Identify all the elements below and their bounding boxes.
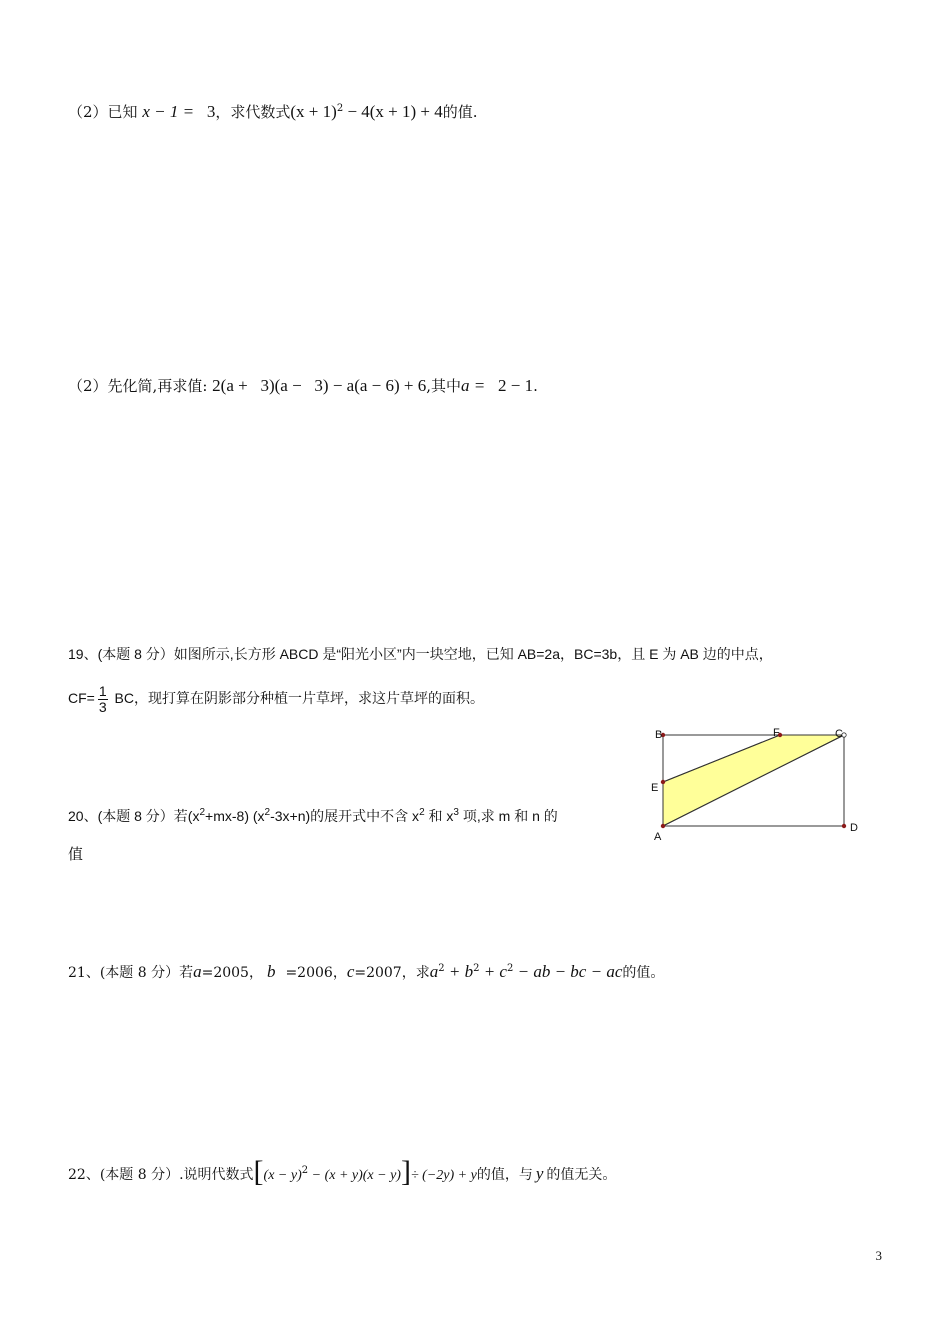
- q21-part-c: =2006，: [285, 965, 347, 981]
- q20-line1: [68, 806, 558, 829]
- q18-2b-val: 2 − 1: [498, 376, 534, 395]
- q19-cf-prefix: CF=: [68, 690, 95, 707]
- q18-2-eq-lhs: x − 1 =: [142, 102, 195, 121]
- q20-part-e: 项,求 m 和 n 的: [458, 808, 558, 824]
- q20-sup-3: 2: [419, 807, 425, 818]
- q21-pow-3: 2: [506, 963, 514, 974]
- q19-line2-rest: BC，现打算在阴影部分种植一片草坪，求这片草坪的面积。: [110, 690, 484, 707]
- q22-line: [68, 1155, 617, 1188]
- q22-left-bracket: [: [253, 1155, 264, 1188]
- q19-line1: 19、(本题 8 分）如图所示,长方形 ABCD 是“阳光小区”内一块空地，已知 AB=2a，BC=3b，且 E 为 AB 边的中点，: [68, 646, 773, 662]
- q20-part-b: +mx-8) (x: [205, 808, 265, 824]
- q20-sup-2: 2: [264, 807, 271, 818]
- q20-part-d: 和 x: [424, 808, 454, 824]
- q21-pow-2: 2: [473, 963, 480, 974]
- q18-2b-end: .: [533, 377, 538, 395]
- q22-var-y: y: [535, 1164, 544, 1183]
- q18-2b-expr: 2(a + 3)(a − 3) − a(a − 6) + 6: [212, 376, 427, 395]
- q20-sup-4: 3: [453, 807, 459, 818]
- q18-2-text1: 已知: [107, 103, 138, 121]
- q21-line: [68, 962, 664, 985]
- q22-right-bracket: ]: [400, 1155, 411, 1188]
- q18-2b-var: a =: [461, 376, 486, 395]
- label-c: C: [835, 728, 843, 740]
- q19-fraction-numerator: 1: [98, 683, 107, 699]
- label-f: F: [773, 727, 780, 739]
- q22-pow-1: 2: [301, 1165, 309, 1176]
- q21-expr-3: + c: [479, 962, 507, 981]
- q18-2-text2: ，求代数式: [215, 103, 291, 121]
- q18-2-line: [68, 102, 478, 125]
- q22-expr-2: − (x + y)(x − y): [308, 1168, 401, 1183]
- q18-2-exponent: 2: [336, 103, 344, 114]
- q18-2-expr-b: − 4(x + 1) + 4: [343, 102, 443, 121]
- q19-fraction: [98, 684, 108, 715]
- q18-2-label: （2）: [68, 103, 108, 121]
- q18-2b-label: （2）: [68, 377, 108, 395]
- label-b: B: [655, 729, 663, 741]
- q22-expr-3: ÷ (−2y) + y: [410, 1168, 477, 1183]
- label-e: E: [651, 782, 659, 794]
- q19-fraction-denominator: 3: [98, 699, 107, 715]
- q22-part-b: 的值，与: [476, 1167, 533, 1183]
- q20-part-c: -3x+n)的展开式中不含 x: [270, 808, 420, 824]
- label-a: A: [654, 831, 662, 843]
- point-e: [661, 780, 665, 784]
- q18-2-eq-rhs: 3: [206, 102, 216, 121]
- q22-part-a: 22、(本题 8 分）.说明代数式: [68, 1167, 254, 1183]
- q21-part-d: =2007，求: [354, 965, 430, 981]
- q21-var-c: c: [346, 962, 355, 981]
- page-number: 3: [875, 1248, 882, 1263]
- q21-var-a: a: [193, 962, 202, 981]
- q18-2-expr-a: (x + 1): [290, 102, 337, 121]
- q21-part-b: =2005，: [201, 965, 263, 981]
- q21-pow-1: 2: [438, 963, 445, 974]
- q21-part-f: 的值。: [622, 965, 665, 981]
- q21-var-b: b: [266, 962, 276, 981]
- q19-line2: [68, 684, 484, 715]
- q20-line2: 值: [68, 845, 84, 863]
- point-d: [842, 824, 846, 828]
- q22-expr-1: (x − y): [263, 1168, 302, 1183]
- label-d: D: [850, 822, 858, 834]
- q21-part-a: 21、(本题 8 分）若: [68, 965, 194, 981]
- q22-part-c: 的值无关。: [546, 1167, 617, 1183]
- q18-2b-text2: ,其中: [426, 377, 462, 395]
- q18-2-text3: 的值.: [442, 103, 478, 121]
- point-a: [661, 824, 665, 828]
- q21-expr-4: − ab − bc − ac: [513, 962, 623, 981]
- q20-sup-1: 2: [199, 807, 206, 818]
- rectangle-figure: [648, 724, 868, 846]
- q18-2b-line: [68, 376, 538, 396]
- q18-2b-text1: 先化简,再求值:: [107, 377, 208, 395]
- q20-part-a: 20、(本题 8 分）若(x: [68, 808, 200, 824]
- q21-expr-2: + b: [444, 962, 474, 981]
- q21-expr-1: a: [429, 962, 439, 981]
